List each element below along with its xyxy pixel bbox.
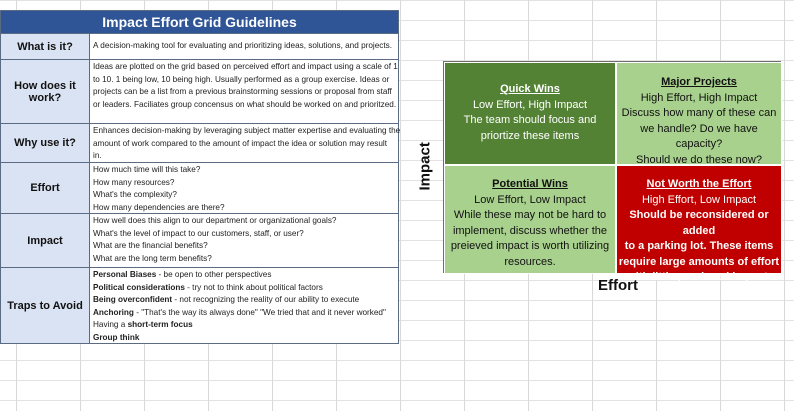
row-label-how: How does it work?: [1, 60, 90, 123]
guideline-row-why: [1, 123, 401, 162]
row-label-effort: Effort: [1, 163, 90, 213]
trap-item: [93, 269, 396, 282]
text-line: A decision-making tool for evaluating and prioritizing ideas, solutions, and projects.: [93, 41, 393, 51]
trap-name: Being overconfident: [93, 295, 173, 305]
impact-effort-grid: [443, 61, 781, 283]
quadrant-line: resources.: [504, 255, 556, 268]
guideline-row-how: [1, 59, 398, 123]
text-line: What's the complexity?: [93, 190, 177, 200]
row-text-how: [90, 60, 400, 123]
trap-name: short-term focus: [127, 320, 193, 330]
quadrant-potential-wins: [444, 165, 616, 274]
guideline-row-what: [1, 33, 398, 59]
text-line: What are the long term benefits?: [93, 253, 212, 263]
text-line: amount of work compared to the amount of impact the idea or solution may result: [93, 138, 387, 148]
text-line: How much time will this take?: [93, 165, 201, 174]
quadrant-line: Low Effort, Low Impact: [474, 193, 586, 206]
quadrant-line: Should we do these now?: [636, 153, 762, 166]
trap-item: [93, 307, 396, 320]
trap-name: Group think: [93, 332, 140, 342]
text-line: How many resources?: [93, 177, 175, 187]
quadrant-title: Potential Wins: [492, 178, 568, 190]
guidelines-title: Impact Effort Grid Guidelines: [1, 11, 398, 33]
text-line: projects can be a list from a previous brainstorming sessions or proposal from staff: [93, 87, 392, 97]
quadrant-line: The team should focus and: [463, 114, 597, 126]
text-line: What's the level of impact to our customers, staff, or user?: [93, 228, 304, 238]
row-text-effort: [90, 163, 398, 213]
trap-item: [93, 282, 396, 295]
quadrant-line: Low Effort, High Impact: [472, 98, 588, 111]
row-text-traps: [90, 268, 398, 343]
trap-detail: - try not to think about political factors: [184, 282, 323, 292]
row-text-why: [90, 124, 402, 162]
quadrant-line: we handle? Do we have capacity?: [640, 122, 758, 150]
quadrant-major-projects: [616, 62, 782, 165]
quadrant-line: While these may not be hard to: [453, 209, 607, 221]
quadrant-line: require large amounts of effort: [618, 255, 780, 268]
text-line: How many dependencies are there?: [93, 202, 225, 212]
row-text-impact: [90, 214, 398, 267]
text-line: or leaders. Faciliates group concensus on what should be worked on and prioritzed.: [93, 99, 397, 109]
trap-detail: - "That's the way its always done" "We tried that and it never worked": [133, 307, 386, 317]
quadrant-not-worth-effort: [616, 165, 782, 283]
trap-item: [93, 294, 396, 307]
trap-prefix: Having a: [93, 320, 128, 330]
text-line: in.: [93, 151, 102, 161]
quadrant-title: Major Projects: [661, 76, 737, 88]
guideline-row-impact: [1, 213, 398, 267]
trap-detail: - be open to other perspectives: [156, 270, 272, 279]
text-line: Enhances decision-making by leveraging subject matter expertise and evaluating the: [93, 126, 401, 135]
trap-name: Political considerations: [93, 282, 185, 292]
quadrant-title: Quick Wins: [500, 83, 560, 95]
quadrant-line: with little percieved impact.: [627, 271, 771, 283]
guidelines-table: [0, 10, 399, 344]
quadrant-line: Discuss how many of these can: [621, 107, 777, 119]
trap-item: [93, 332, 396, 345]
guideline-row-effort: [1, 162, 398, 213]
text-line: How well does this align to our department or organizational goals?: [93, 216, 337, 225]
quadrant-line: to a parking lot. These items: [624, 240, 774, 252]
quadrant-line: implement, discuss whether the: [452, 224, 608, 237]
trap-detail: - not recognizing the reality of our ability to execute: [172, 295, 360, 305]
text-line: Ideas are plotted on the grid based on perceived effort and impact using a scale of 1: [93, 62, 398, 71]
quadrant-line: Should be reconsidered or added: [629, 209, 769, 237]
guideline-row-traps: [1, 267, 398, 343]
quadrant-line: priortize these items: [480, 129, 580, 142]
text-line: to 10. 1 being low, 10 being high. Usually performed as a group exercise. Ideas or: [93, 74, 390, 84]
quadrant-title: Not Worth the Effort: [646, 178, 752, 190]
quadrant-line: preieved impact is worth utilizing: [450, 240, 610, 252]
x-axis-label: Effort: [598, 277, 638, 294]
row-label-traps: Traps to Avoid: [1, 268, 90, 343]
trap-name: Personal Biases: [93, 270, 157, 279]
row-text-what: [90, 34, 398, 59]
quadrant-line: High Effort, Low Impact: [641, 193, 757, 206]
trap-item: [93, 319, 396, 332]
text-line: What are the financial benefits?: [93, 241, 208, 251]
quadrant-quick-wins: [444, 62, 616, 165]
row-label-why: Why use it?: [1, 124, 90, 162]
quadrant-line: High Effort, High Impact: [640, 91, 758, 104]
trap-name: Anchoring: [93, 307, 134, 317]
row-label-what: What is it?: [1, 34, 90, 59]
row-label-impact: Impact: [1, 214, 90, 267]
y-axis-label: Impact: [416, 142, 434, 191]
